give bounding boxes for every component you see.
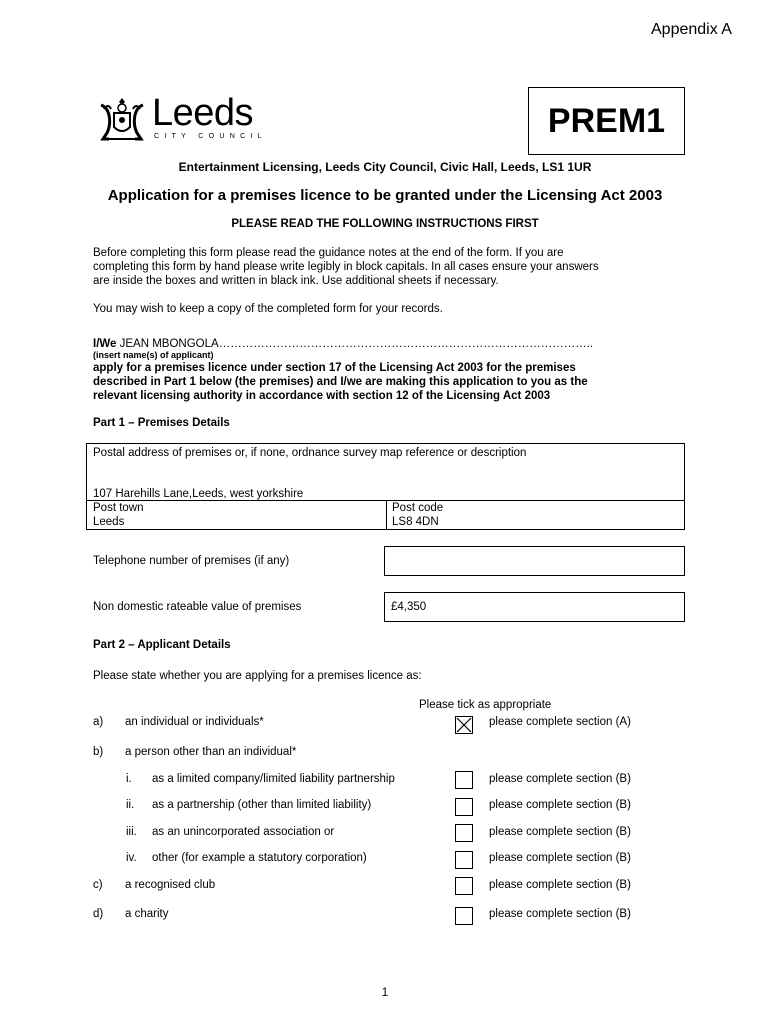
part2-heading: Part 2 – Applicant Details [93,639,231,651]
instructions-heading: PLEASE READ THE FOLLOWING INSTRUCTIONS FIRST [231,218,539,230]
section-note: please complete section (A) [489,716,631,728]
post-code-label: Post code [392,502,444,514]
post-code-value: LS8 4DN [392,516,439,528]
option-label-limited-company: as a limited company/limited liability partnership [152,773,395,785]
post-town-field[interactable] [93,501,144,529]
option-label-recognised-club: a recognised club [125,879,216,891]
section-note: please complete section (B) [489,852,631,864]
section-note: please complete section (B) [489,773,631,785]
option-marker: a) [93,716,104,728]
applicant-line: I/We JEAN MBONGOLA…………………………………………………………………………………….. [93,338,594,350]
option-marker: i. [126,773,132,785]
form-code: PREM1 [547,101,666,140]
application-statement: apply for a premises licence under section 17 of the Licensing Act 2003 for the premises described in Part 1 below (the premises) and I/we are making this application to you as the relevant licensing authority in accordance with section 12 of the Licensing Act 2003 [93,362,588,402]
option-label-non-individual: a person other than an individual* [125,746,297,758]
checkbox-individual[interactable] [455,716,473,734]
logo-subtitle: CITY COUNCIL [154,133,267,140]
post-town-value: Leeds [93,516,125,528]
section-note: please complete section (B) [489,879,631,891]
address-label: Postal address of premises or, if none, ordnance survey map reference or description [93,447,527,459]
option-marker: iii. [126,826,137,838]
page-number: 1 [381,987,389,999]
logo-word: Leeds [152,92,254,134]
option-label-other: other (for example a statutory corporation) [152,852,367,864]
rateable-value-field[interactable] [384,592,685,622]
option-marker: d) [93,908,104,920]
leeds-logo [96,92,271,145]
section-note: please complete section (B) [489,908,631,920]
rateable-value-label: Non domestic rateable value of premises [93,601,302,613]
post-town-label: Post town [93,502,144,514]
option-label-individual: an individual or individuals* [125,716,264,728]
part1-heading: Part 1 – Premises Details [93,417,230,429]
option-marker: b) [93,746,104,758]
tick-heading: Please tick as appropriate [419,699,552,711]
option-marker: ii. [126,799,135,811]
checkbox-charity[interactable] [455,907,473,925]
option-label-unincorporated-association: as an unincorporated association or [152,826,335,838]
appendix-label: Appendix A [651,21,732,38]
checkbox-limited-company[interactable] [455,771,473,789]
council-address: Entertainment Licensing, Leeds City Council, Civic Hall, Leeds, LS1 1UR [178,160,592,174]
intro-paragraph: Before completing this form please read the guidance notes at the end of the form. If you are completing this form by hand please write legibly in block capitals. In all cases ensure your answers are inside the boxes and written in black ink. Use additional sheets if necessary. [93,247,599,287]
post-code-field[interactable] [392,501,443,529]
option-marker: c) [93,879,103,891]
applicant-name: JEAN MBONGOLA [119,338,219,350]
section-note: please complete section (B) [489,799,631,811]
checked-x-icon [456,717,472,733]
checkbox-unincorporated-association[interactable] [455,824,473,842]
option-marker: iv. [126,852,137,864]
form-code-box [528,87,685,155]
section-note: please complete section (B) [489,826,631,838]
insert-name-note: (insert name(s) of applicant) [93,350,214,360]
telephone-field[interactable] [384,546,685,576]
option-label-charity: a charity [125,908,169,920]
address-value: 107 Harehills Lane,Leeds, west yorkshire [93,488,304,500]
checkbox-recognised-club[interactable] [455,877,473,895]
keep-copy-note: You may wish to keep a copy of the completed form for your records. [93,303,443,315]
telephone-label: Telephone number of premises (if any) [93,555,290,567]
premises-address-box[interactable] [86,443,685,530]
coat-of-arms-icon [96,95,148,143]
checkbox-other[interactable] [455,851,473,869]
checkbox-partnership[interactable] [455,798,473,816]
option-label-partnership: as a partnership (other than limited liability) [152,799,372,811]
applicant-type-question: Please state whether you are applying for a premises licence as: [93,670,422,682]
rateable-value: £4,350 [391,601,427,613]
form-title: Application for a premises licence to be granted under the Licensing Act 2003 [107,187,663,204]
